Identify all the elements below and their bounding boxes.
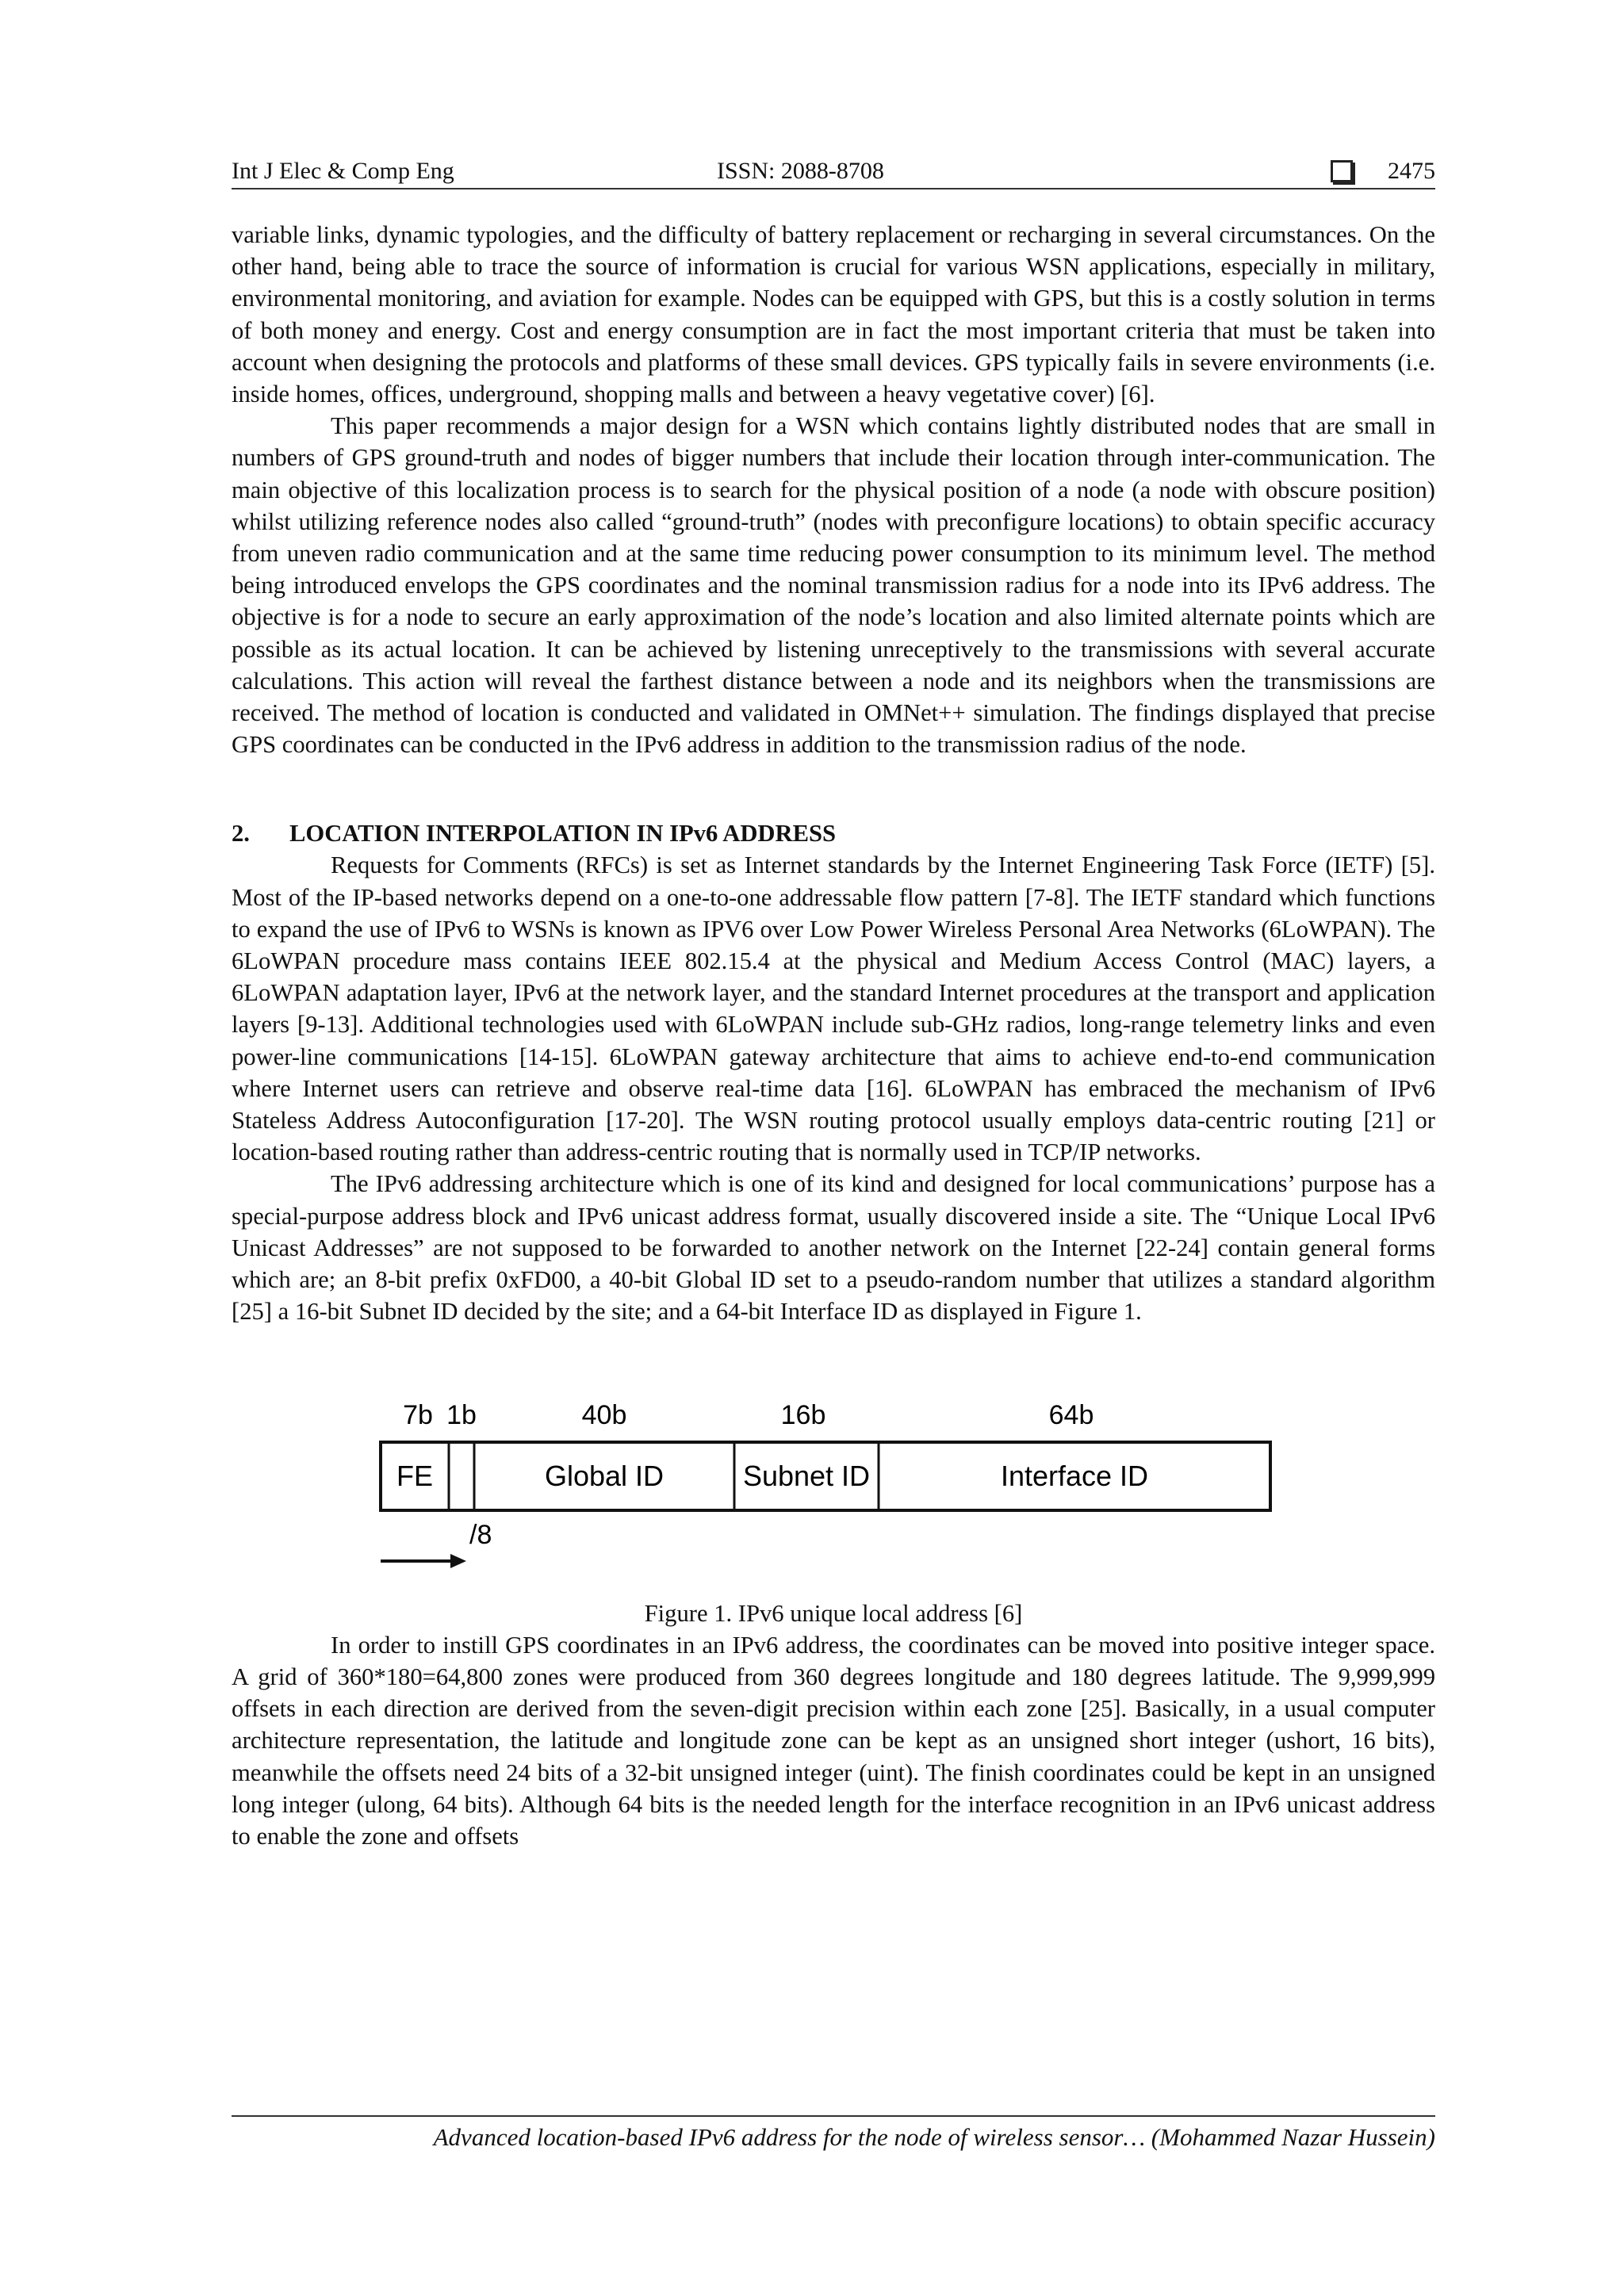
field-interface-id: Interface ID xyxy=(1000,1459,1149,1492)
paragraph-2: This paper recommends a major design for a WSN which contains lightly distributed nodes that are small in numbers of GPS ground-truth and nodes of bigger numbers that include their location through inter-communication. The main objective of this localization process is to search for the physical position of a node (a node with obscure position) whilst utilizing reference nodes also called “ground-truth” (nodes with preconfigure locations) to obtain specific accuracy from uneven radio communication and at the same time reducing power consumption to its minimum level. The method being introduced envelops the GPS coordinates and the nominal transmission radius for a node into its IPv6 address. The objective is for a node to secure an early approximation of the node’s location and also limited alternate points which are possible as its actual location. It can be achieved by listening unreceptively to the transmissions with several accurate calculations. This action will reveal the farthest distance between a node and its neighbors when the transmissions are received. The method of location is conducted and validated in OMNet++ simulation. The findings displayed that precise GPS coordinates can be conducted in the IPv6 address in addition to the transmission radius of the node. xyxy=(232,412,1435,759)
square-icon xyxy=(1331,160,1353,182)
figure-1 xyxy=(232,1383,1435,1593)
issn: ISSN: 2088-8708 xyxy=(717,158,884,184)
bit-label-1b: 1b xyxy=(446,1399,477,1430)
paragraph-1: variable links, dynamic typologies, and the difficulty of battery replacement or recharging in several circumstances. On the other hand, being able to trace the source of information is crucial for various WSN applications, especially in military, environmental monitoring, and aviation for example. Nodes can be equipped with GPS, but this is a costly solution in terms of both money and energy. Cost and energy consumption are in fact the most important criteria that must be taken into account when designing the protocols and platforms of these small devices. GPS typically fails in severe environments (i.e. inside homes, offices, underground, shopping malls and between a heavy vegetative cover) [6]. xyxy=(232,221,1435,408)
page-number: 2475 xyxy=(1388,158,1435,184)
section-number: 2. xyxy=(232,820,250,848)
field-fe: FE xyxy=(396,1459,434,1492)
figure-caption: Figure 1. IPv6 unique local address [6] xyxy=(644,1599,1023,1627)
bit-label-64b: 64b xyxy=(1048,1399,1094,1430)
page-footer: Advanced location-based IPv6 address for the node of wireless sensor… (Mohammed Nazar Hussein) xyxy=(232,2115,1435,2152)
section-title: LOCATION INTERPOLATION IN IPv6 ADDRESS xyxy=(289,820,837,848)
paragraph-3: Requests for Comments (RFCs) is set as Internet standards by the Internet Engineering Task Force (IETF) [5]. Most of the IP-based networks depend on a one-to-one addressable flow pattern [7-8]. The IETF standard which functions to expand the use of IPv6 to WSNs is known as IPV6 over Low Power Wireless Personal Area Networks (6LoWPAN). The 6LoWPAN procedure mass contains IEEE 802.15.4 at the physical and Medium Access Control (MAC) layers, a 6LoWPAN adaptation layer, IPv6 at the network layer, and the standard Internet procedures at the transport and application layers [9-13]. Additional technologies used with 6LoWPAN include sub-GHz radios, long-range telemetry links and even power-line communications [14-15]. 6LoWPAN gateway architecture that aims to achieve end-to-end communication where Internet users can retrieve and observe real-time data [16]. 6LoWPAN has embraced the mechanism of IPv6 Stateless Address Autoconfiguration [17-20]. The WSN routing protocol usually employs data-centric routing [21] or location-based routing rather than address-centric routing that is normally used in TCP/IP networks. xyxy=(232,851,1435,1166)
section-heading xyxy=(232,817,1435,849)
bit-label-40b: 40b xyxy=(581,1399,627,1430)
ipv6-address-diagram xyxy=(232,1383,1435,1593)
paragraph-4: The IPv6 addressing architecture which is one of its kind and designed for local communications’ purpose has a special-purpose address block and IPv6 unicast address format, usually discovered inside a site. The “Unique Local IPv6 Unicast Addresses” are not supposed to be forwarded to another network on the Internet [22-24] contain general forms which are; an 8-bit prefix 0xFD00, a 40-bit Global ID set to a pseudo-random number that utilizes a standard algorithm [25] a 16-bit Subnet ID decided by the site; and a 64-bit Interface ID as displayed in Figure 1. xyxy=(232,1170,1435,1326)
page-header xyxy=(232,153,1435,189)
field-global-id: Global ID xyxy=(544,1459,665,1492)
field-subnet-id: Subnet ID xyxy=(742,1459,871,1492)
bit-label-16b: 16b xyxy=(780,1399,826,1430)
journal-name: Int J Elec & Comp Eng xyxy=(232,158,454,184)
bit-label-7b: 7b xyxy=(403,1399,433,1430)
prefix-label: /8 xyxy=(469,1519,492,1550)
prefix-arrow-icon xyxy=(450,1554,466,1568)
main-content xyxy=(232,219,1435,1852)
paragraph-5: In order to instill GPS coordinates in an IPv6 address, the coordinates can be moved into positive integer space. A grid of 360*180=64,800 zones were produced from 360 degrees longitude and 180 degrees latitude. The 9,999,999 offsets in each direction are derived from the seven-digit precision within each zone [25]. Basically, in a usual computer architecture representation, the latitude and longitude zone can be kept as an unsigned short integer (ushort, 16 bits), meanwhile the offsets need 24 bits of a 32-bit unsigned integer (uint). The finish coordinates could be kept in an unsigned long integer (ulong, 64 bits). Although 64 bits is the needed length for the interface recognition in an IPv6 unicast address to enable the zone and offsets xyxy=(232,1631,1435,1850)
